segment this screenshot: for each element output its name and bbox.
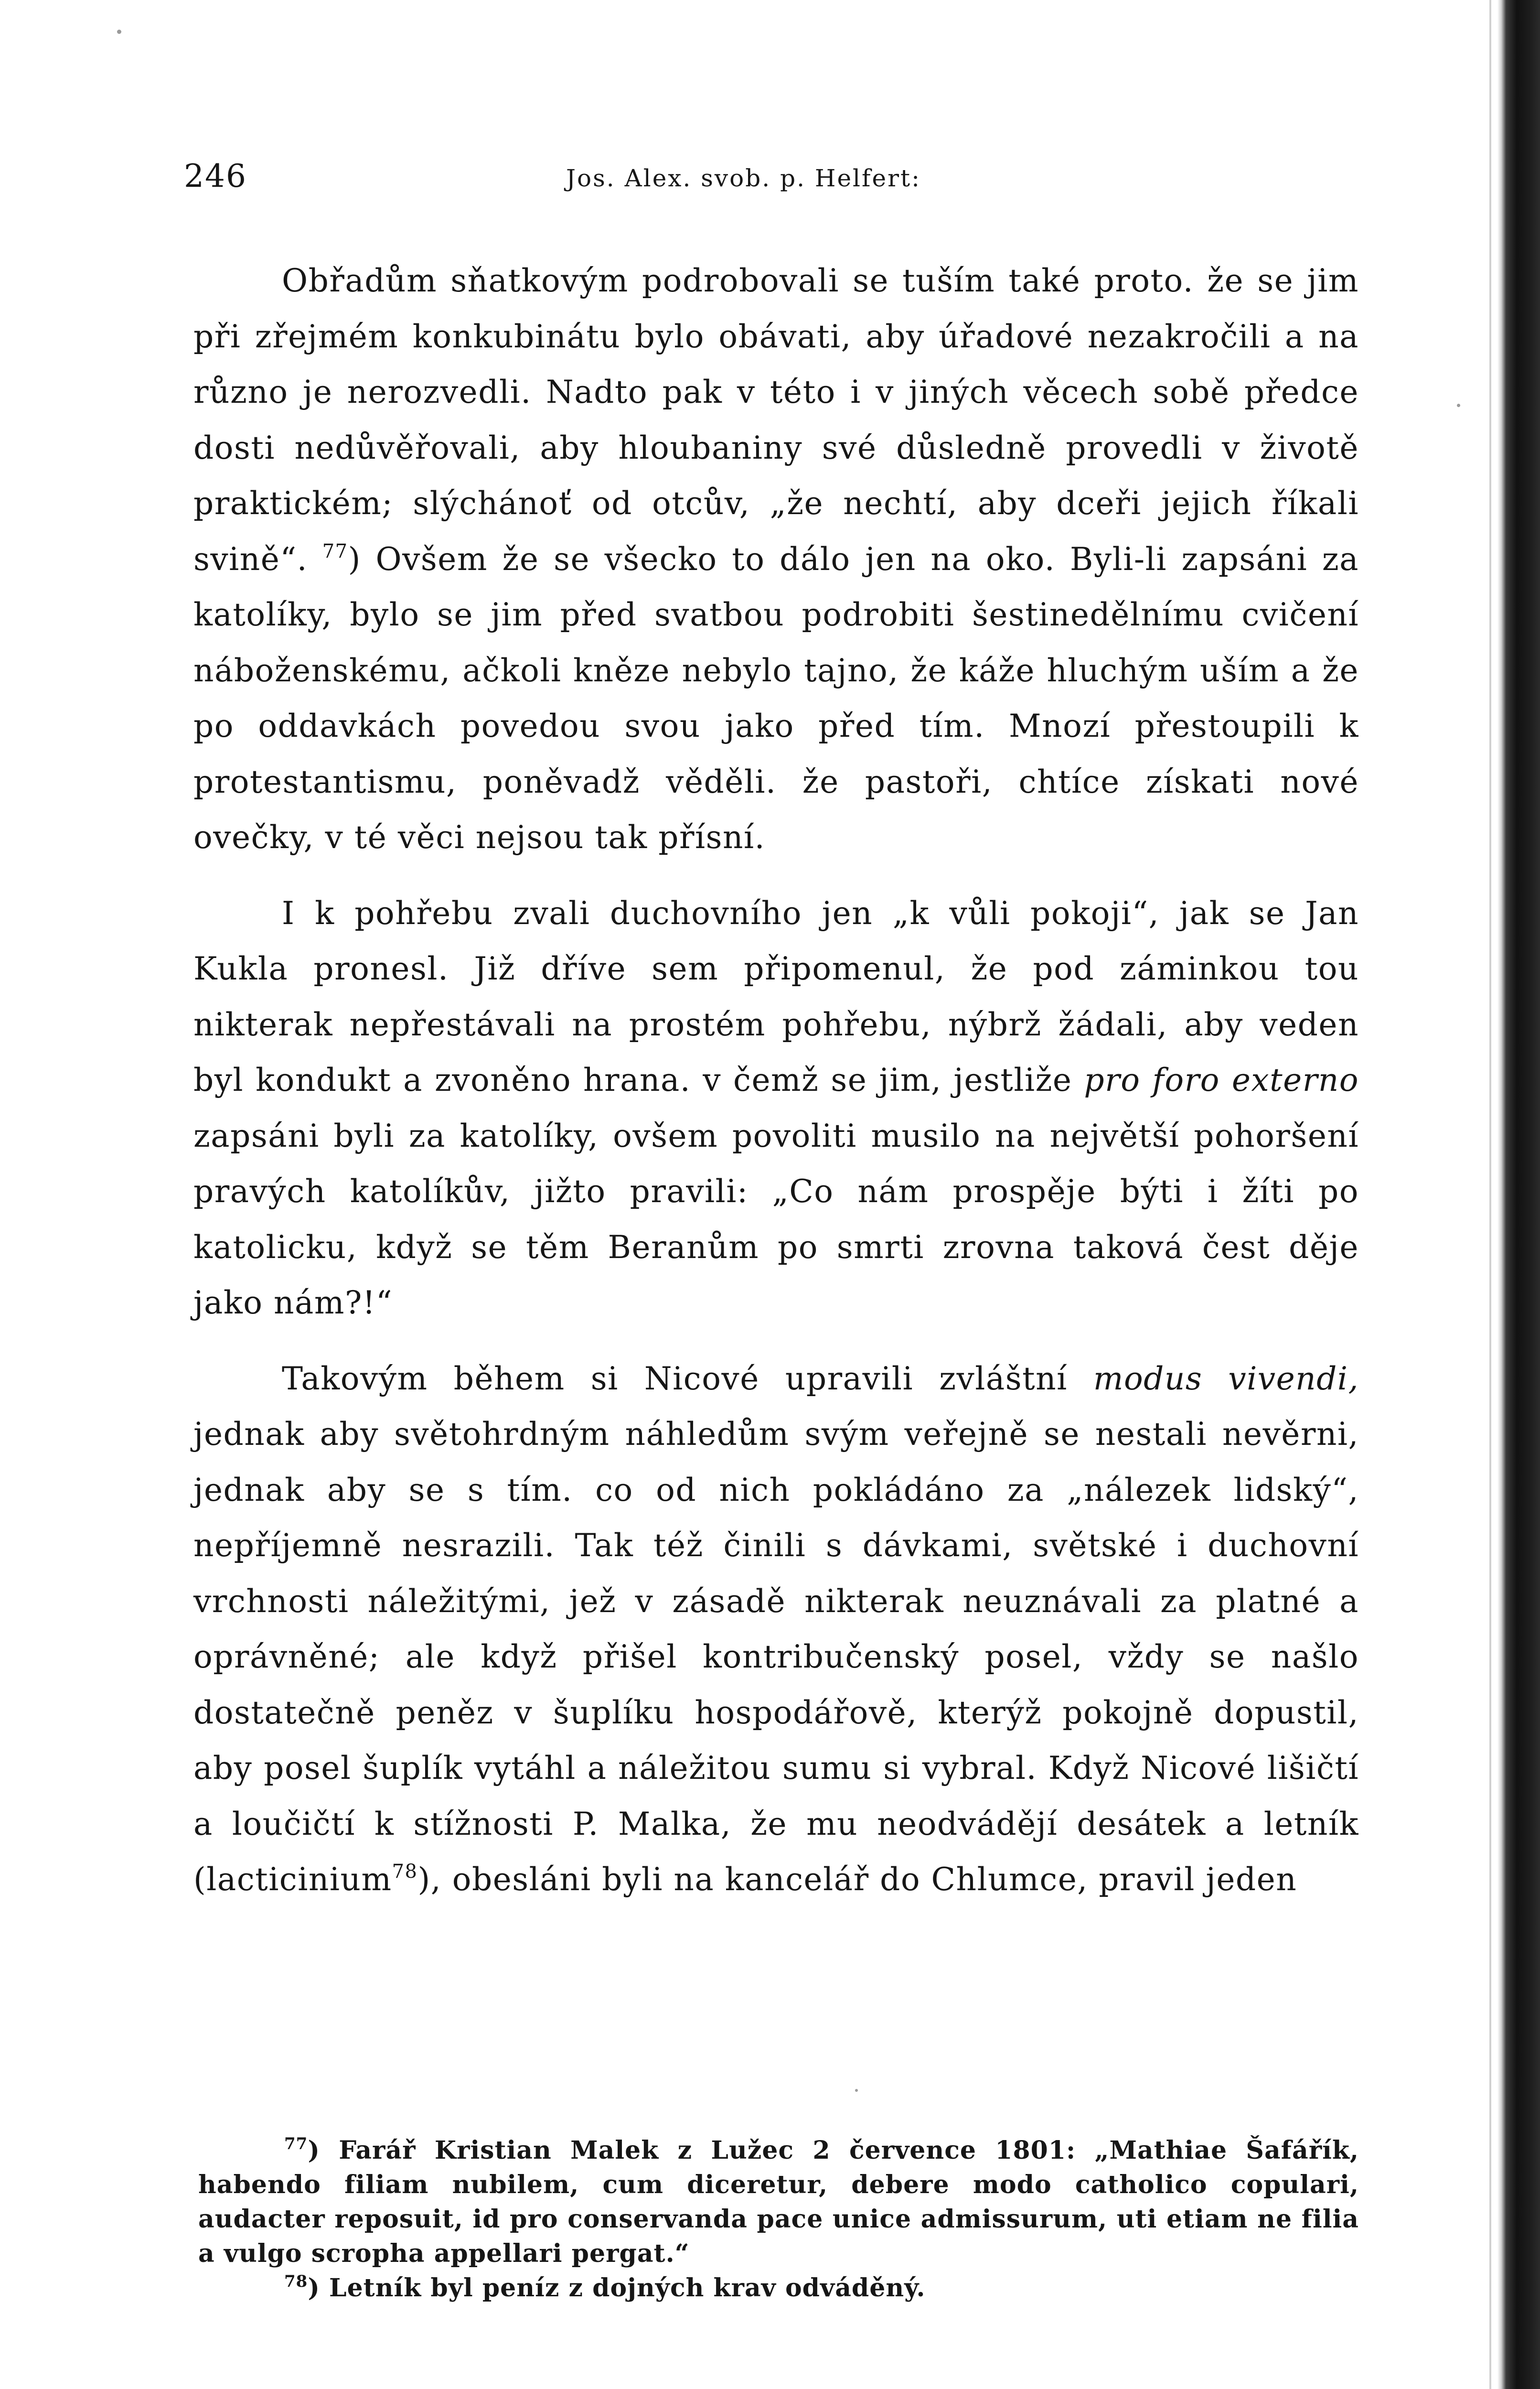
paragraph-1 xyxy=(193,253,1359,866)
footnote-ref-77: 77 xyxy=(322,540,348,562)
footnotes xyxy=(198,2133,1359,2305)
paragraph-3-part-c: ), obesláni byli na kancelář do Chlumce, pravil jeden xyxy=(417,1861,1297,1898)
footnote-78 xyxy=(198,2271,1359,2305)
paragraph-1-part-b: ) Ovšem že se všecko to dálo jen na oko. Byli-li zapsáni za katolíky, bylo se jim před svatbou podrobiti šestinedělnímu cvičení náboženskému, ačkoli kněze nebylo tajno, že káže hluchým uším a že po oddavkách povedou svou jako před tím. Mnozí přestoupili k protestantismu, poněvadž věděli. že pastoři, chtíce získati nové ovečky, v té věci nejsou tak přísní. xyxy=(193,540,1359,856)
footnote-mark-78: 78 xyxy=(284,2272,308,2291)
paragraph-3-part-b: jednak aby světohrdným náhledům svým veřejně se nestali nevěrni, jednak aby se s tím. co od nich pokládáno za „nálezek lidský“, nepříjemně nesrazili. Tak též činili s dávkami, světské i duchovní vrchnosti náležitými, jež v zásadě nikterak neuznávali za platné a oprávněné; ale když přišel kontribučenský posel, vždy se našlo dostatečně peněz v šuplíku hospodářově, kterýž pokojně dopustil, aby posel šuplík vytáhl a náležitou sumu si vybral. Když Nicové lišičtí a loučičtí k stížnosti P. Malka, že mu neodvádějí desátek a letník (lacticinium xyxy=(193,1416,1359,1898)
footnote-ref-78: 78 xyxy=(392,1861,418,1883)
footnote-78-text: ) Letník byl peníz z dojných krav odváděný. xyxy=(308,2273,926,2303)
footnote-77-text: ) Farář Kristian Malek z Lužec 2 července 1801: „Mathiae Šafářík, habendo filiam nubilem, cum diceretur, debere modo catholico copulari, audacter reposuit, id pro conservanda pace unice admissurum, uti etiam ne filia a vulgo scropha appellari pergat.“ xyxy=(198,2136,1359,2268)
latin-phrase-modus-vivendi: modus vivendi, xyxy=(1093,1360,1359,1397)
footnote-77 xyxy=(198,2133,1359,2271)
scan-speck xyxy=(1457,404,1460,407)
page-number: 246 xyxy=(184,158,247,194)
paragraph-3-part-a: Takovým během si Nicové upravili zvláštní xyxy=(282,1360,1093,1397)
paragraph-3 xyxy=(193,1351,1359,1908)
footnote-mark-77: 77 xyxy=(284,2134,308,2153)
main-text xyxy=(193,253,1359,1908)
binding-edge xyxy=(1497,0,1540,2389)
paragraph-2-part-a: I k pohřebu zvali duchovního jen „k vůli pokoji“, jak se Jan Kukla pronesl. Již dříve sem připomenul, že pod záminkou tou nikterak nepřestávali na prostém pohřebu, nýbrž žádali, aby veden byl kondukt a zvoněno hrana. v čemž se jim, jestliže xyxy=(193,894,1359,1098)
paragraph-1-part-a: Obřadům sňatkovým podrobovali se tuším také proto. že se jim při zřejmém konkubinátu bylo obávati, aby úřadové nezakročili a na různo je nerozvedli. Nadto pak v této i v jiných věcech sobě předce dosti nedůvěřovali, aby hloubaniny své důsledně provedli v životě praktickém; slýchánoť od otcův, „že nechtí, aby dceři jejich říkali svině“. xyxy=(193,262,1359,578)
paragraph-2 xyxy=(193,886,1359,1331)
scan-speck xyxy=(117,30,121,34)
latin-phrase-pro-foro-externo: pro foro externo xyxy=(1084,1062,1359,1098)
running-title: Jos. Alex. svob. p. Helfert: xyxy=(566,164,921,192)
running-header xyxy=(184,158,1369,205)
scan-speck xyxy=(855,2089,858,2092)
page-edge-shadow xyxy=(1489,0,1491,2389)
paragraph-2-part-b: zapsáni byli za katolíky, ovšem povoliti musilo na největší pohoršení pravých katolíkův, jižto pravili: „Co nám prospěje býti i žíti po katolicku, když se těm Beranům po smrti zrovna taková čest děje jako nám?!“ xyxy=(193,1117,1359,1321)
